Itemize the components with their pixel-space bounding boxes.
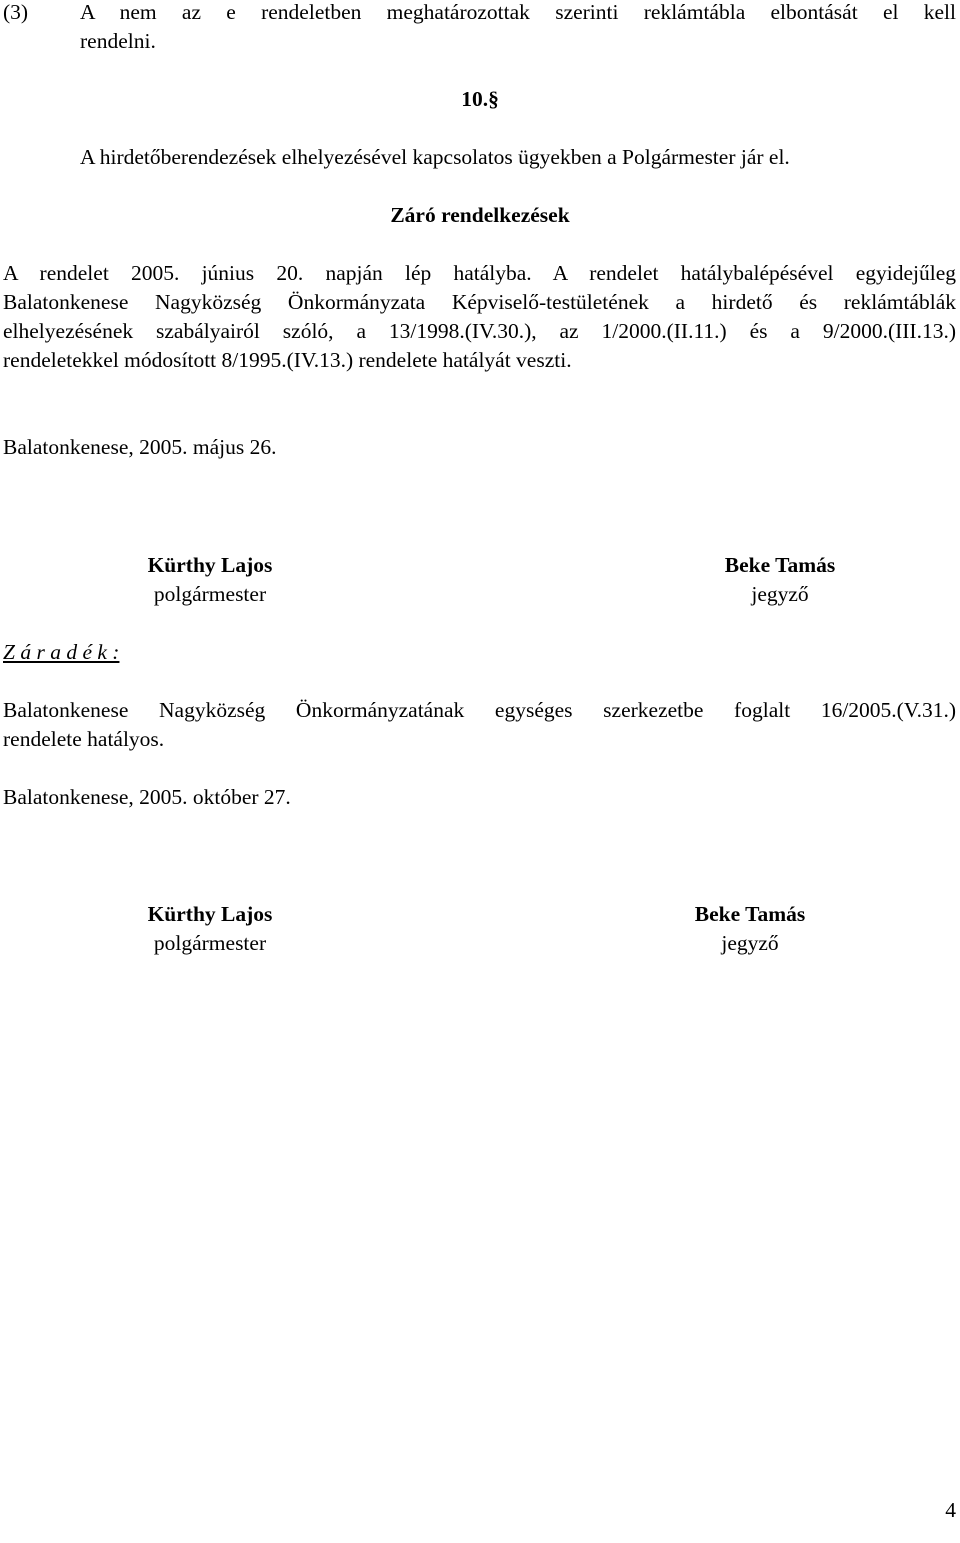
zaradek-line-2: rendelete hatályos. [3, 727, 165, 751]
signature-right-title: jegyző [751, 582, 809, 606]
signature2-right-name: Beke Tamás [694, 902, 806, 926]
signature2-right-title: jegyző [721, 931, 779, 955]
signature-left-name: Kürthy Lajos [147, 553, 273, 577]
item-text-line-2: rendelni. [80, 29, 156, 53]
closing-line-2: Balatonkenese Nagyközség Önkormányzata Képviselő-testületének a hirdető és reklámtáblák [3, 290, 956, 314]
signature2-left-name: Kürthy Lajos [147, 902, 273, 926]
zaradek-line-1: Balatonkenese Nagyközség Önkormányzatának egységes szerkezetbe foglalt 16/2005.(V.31.) [3, 698, 956, 722]
section-text: A hirdetőberendezések elhelyezésével kapcsolatos ügyekben a Polgármester jár el. [80, 145, 790, 169]
closing-line-4: rendeletekkel módosított 8/1995.(IV.13.) rendelete hatályát veszti. [3, 348, 572, 372]
closing-date: Balatonkenese, 2005. május 26. [3, 435, 277, 459]
closing-line-1: A rendelet 2005. június 20. napján lép hatályba. A rendelet hatálybalépésével egyidejűleg [3, 261, 956, 285]
item-text-line-1: A nem az e rendeletben meghatározottak szerinti reklámtábla elbontását el kell [80, 0, 956, 24]
section-heading: 10.§ [461, 87, 499, 111]
signature2-left-title: polgármester [153, 931, 267, 955]
zaradek-heading: Z á r a d é k : [3, 640, 120, 664]
closing-line-3: elhelyezésének szabályairól szóló, a 13/1998.(IV.30.), az 1/2000.(II.11.) és a 9/2000.(III.13.) [3, 319, 956, 343]
zaradek-date: Balatonkenese, 2005. október 27. [3, 785, 291, 809]
signature-right-name: Beke Tamás [724, 553, 836, 577]
closing-heading: Záró rendelkezések [390, 203, 570, 227]
page-number: 4 [945, 1498, 956, 1522]
item-number: (3) [3, 0, 29, 24]
signature-left-title: polgármester [153, 582, 267, 606]
